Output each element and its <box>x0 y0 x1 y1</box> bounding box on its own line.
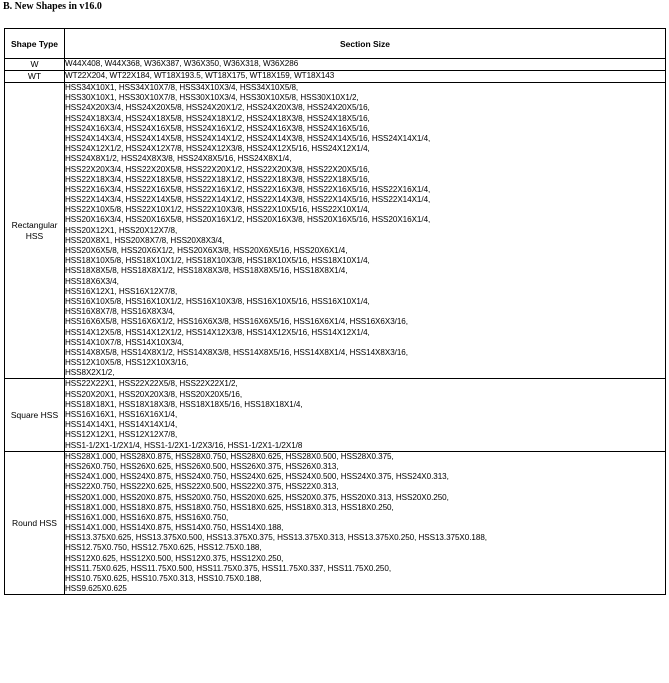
section-size-line: HSS22X10X5/8, HSS22X10X1/2, HSS22X10X3/8, HSS22X10X5/16, HSS22X10X1/4, <box>65 205 370 215</box>
section-size-line: HSS16X6X5/8, HSS16X6X1/2, HSS16X6X3/8, HSS16X6X5/16, HSS16X6X1/4, HSS16X6X3/16, <box>65 317 408 327</box>
section-size-line: HSS13.375X0.625, HSS13.375X0.500, HSS13.375X0.375, HSS13.375X0.313, HSS13.375X0.250, HSS13.375X0.188, <box>65 533 487 543</box>
square-hss-row <box>5 379 666 451</box>
shape-type-cell: Rectangular HSS <box>5 83 65 379</box>
section-size-line: W44X408, W44X368, W36X387, W36X350, W36X318, W36X286 <box>65 59 299 69</box>
section-size-line: HSS34X10X1, HSS34X10X7/8, HSS34X10X3/4, HSS34X10X5/8, <box>65 83 299 92</box>
section-size-line: HSS22X14X3/4, HSS22X14X5/8, HSS22X14X1/2, HSS22X14X3/8, HSS22X14X5/16, HSS22X14X1/4, <box>65 195 431 205</box>
section-size-line: HSS14X8X5/8, HSS14X8X1/2, HSS14X8X3/8, HSS14X8X5/16, HSS14X8X1/4, HSS14X8X3/16, <box>65 347 408 357</box>
section-size-line: HSS24X18X3/4, HSS24X18X5/8, HSS24X18X1/2, HSS24X18X3/8, HSS24X18X5/16, <box>65 113 370 123</box>
section-size-line: HSS20X6X5/8, HSS20X6X1/2, HSS20X6X3/8, HSS20X6X5/16, HSS20X6X1/4, <box>65 246 348 255</box>
section-size-line: HSS16X1.000, HSS16X0.875, HSS16X0.750, <box>65 512 229 522</box>
section-size-line: HSS12.75X0.750, HSS12.75X0.625, HSS12.75X0.188, <box>65 543 262 553</box>
section-size-line: HSS12X10X5/8, HSS12X10X3/16, <box>65 358 189 368</box>
section-size-line: HSS20X8X1, HSS20X8X7/8, HSS20X8X3/4, <box>65 235 225 245</box>
section-size-line: HSS16X10X5/8, HSS16X10X1/2, HSS16X10X3/8, HSS16X10X5/16, HSS16X10X1/4, <box>65 296 370 306</box>
section-size-line: HSS20X20X1, HSS20X20X3/8, HSS20X20X5/16, <box>65 389 243 399</box>
section-size-line: HSS30X10X1, HSS30X10X7/8, HSS30X10X3/4, HSS30X10X5/8, HSS30X10X1/2, <box>65 93 359 103</box>
section-size-line: HSS10.75X0.625, HSS10.75X0.313, HSS10.75X0.188, <box>65 574 262 583</box>
section-size-line: HSS24X20X3/4, HSS24X20X5/8, HSS24X20X1/2, HSS24X20X3/8, HSS24X20X5/16, <box>65 103 370 113</box>
section-size-line: HSS1-1/2X1-1/2X1/4, HSS1-1/2X1-1/2X3/16, HSS1-1/2X1-1/2X1/8 <box>65 440 303 450</box>
w-row <box>5 59 666 71</box>
section-size-line: HSS20X16X3/4, HSS20X16X5/8, HSS20X16X1/2, HSS20X16X3/8, HSS20X16X5/16, HSS20X16X1/4, <box>65 215 431 225</box>
shape-type-header: Shape Type <box>5 29 65 59</box>
section-size-line: HSS18X8X5/8, HSS18X8X1/2, HSS18X8X3/8, HSS18X8X5/16, HSS18X8X1/4, <box>65 266 348 276</box>
section-size-line: HSS26X0.750, HSS26X0.625, HSS26X0.500, HSS26X0.375, HSS26X0.313, <box>65 461 339 471</box>
rectangular-hss-row <box>5 83 666 379</box>
section-size-line: HSS14X14X1, HSS14X14X1/4, <box>65 420 178 430</box>
new-shapes-table <box>4 28 666 595</box>
section-size-line: HSS20X12X1, HSS20X12X7/8, <box>65 225 178 235</box>
section-size-cell <box>65 83 666 379</box>
section-size-line: HSS14X10X7/8, HSS14X10X3/4, <box>65 337 184 347</box>
section-size-line: HSS22X16X3/4, HSS22X16X5/8, HSS22X16X1/2, HSS22X16X3/8, HSS22X16X5/16, HSS22X16X1/4, <box>65 184 431 194</box>
shape-type-cell: Round HSS <box>5 451 65 595</box>
section-size-line: HSS18X1.000, HSS18X0.875, HSS18X0.750, HSS18X0.625, HSS18X0.313, HSS18X0.250, <box>65 502 394 512</box>
section-size-line: HSS24X12X1/2, HSS24X12X7/8, HSS24X12X3/8, HSS24X12X5/16, HSS24X12X1/4, <box>65 144 370 154</box>
shape-type-cell: Square HSS <box>5 379 65 451</box>
section-size-line: HSS14X12X5/8, HSS14X12X1/2, HSS14X12X3/8, HSS14X12X5/16, HSS14X12X1/4, <box>65 327 370 337</box>
section-size-cell <box>65 451 666 595</box>
section-size-line: HSS12X12X1, HSS12X12X7/8, <box>65 430 178 440</box>
section-size-line: HSS24X14X3/4, HSS24X14X5/8, HSS24X14X1/2, HSS24X14X3/8, HSS24X14X5/16, HSS24X14X1/4, <box>65 133 431 143</box>
section-heading: B. New Shapes in v16.0 <box>3 1 102 12</box>
section-size-line: WT22X204, WT22X184, WT18X193.5, WT18X175, WT18X159, WT18X143 <box>65 71 335 81</box>
table-header-row <box>5 29 666 59</box>
table-body <box>5 59 666 595</box>
section-size-line: HSS14X1.000, HSS14X0.875, HSS14X0.750, HSS14X0.188, <box>65 523 284 533</box>
section-size-cell <box>65 71 666 83</box>
section-size-line: HSS22X18X3/4, HSS22X18X5/8, HSS22X18X1/2, HSS22X18X3/8, HSS22X18X5/16, <box>65 174 370 184</box>
section-size-line: HSS12X0.625, HSS12X0.500, HSS12X0.375, HSS12X0.250, <box>65 553 284 563</box>
section-size-line: HSS16X8X7/8, HSS16X8X3/4, <box>65 307 175 317</box>
section-size-line: HSS8X2X1/2, <box>65 368 115 378</box>
section-size-cell <box>65 59 666 71</box>
section-size-line: HSS22X20X3/4, HSS22X20X5/8, HSS22X20X1/2, HSS22X20X3/8, HSS22X20X5/16, <box>65 164 370 174</box>
shape-type-cell: W <box>5 59 65 71</box>
section-size-line: HSS22X0.750, HSS22X0.625, HSS22X0.500, HSS22X0.375, HSS22X0.313, <box>65 482 339 492</box>
round-hss-row <box>5 451 666 595</box>
section-size-line: HSS18X10X5/8, HSS18X10X1/2, HSS18X10X3/8, HSS18X10X5/16, HSS18X10X1/4, <box>65 256 370 266</box>
section-size-line: HSS16X16X1, HSS16X16X1/4, <box>65 410 178 419</box>
section-size-line: HSS11.75X0.625, HSS11.75X0.500, HSS11.75X0.375, HSS11.75X0.337, HSS11.75X0.250, <box>65 563 392 573</box>
section-size-line: HSS20X1.000, HSS20X0.875, HSS20X0.750, HSS20X0.625, HSS20X0.375, HSS20X0.313, HSS20X0.250, <box>65 492 449 502</box>
section-size-line: HSS18X6X3/4, <box>65 276 119 286</box>
section-size-line: HSS24X1.000, HSS24X0.875, HSS24X0.750, HSS24X0.625, HSS24X0.500, HSS24X0.375, HSS24X0.313, <box>65 472 449 482</box>
section-size-cell <box>65 379 666 451</box>
section-size-header: Section Size <box>65 29 666 59</box>
section-size-line: HSS9.625X0.625 <box>65 584 127 594</box>
section-size-line: HSS24X8X1/2, HSS24X8X3/8, HSS24X8X5/16, HSS24X8X1/4, <box>65 154 292 164</box>
section-size-line: HSS16X12X1, HSS16X12X7/8, <box>65 286 178 296</box>
wt-row <box>5 71 666 83</box>
section-size-line: HSS24X16X3/4, HSS24X16X5/8, HSS24X16X1/2, HSS24X16X3/8, HSS24X16X5/16, <box>65 123 370 133</box>
section-size-line: HSS22X22X1, HSS22X22X5/8, HSS22X22X1/2, <box>65 379 238 389</box>
section-size-line: HSS18X18X1, HSS18X18X3/8, HSS18X18X5/16, HSS18X18X1/4, <box>65 399 303 409</box>
section-size-line: HSS28X1.000, HSS28X0.875, HSS28X0.750, HSS28X0.625, HSS28X0.500, HSS28X0.375, <box>65 451 394 461</box>
shape-type-cell: WT <box>5 71 65 83</box>
